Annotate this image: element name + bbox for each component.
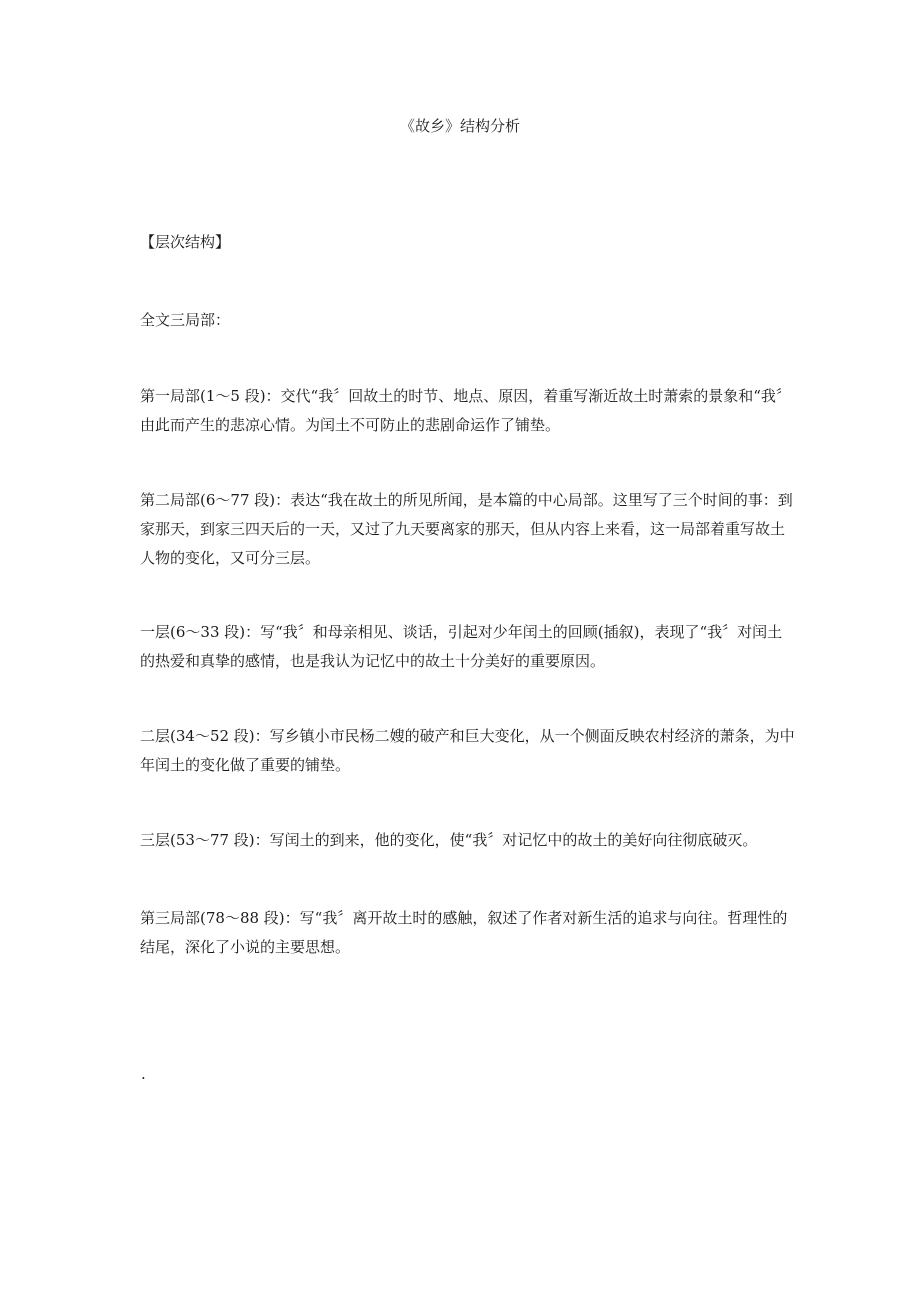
paragraph-part-one: 第一局部(1～5 段)：交代“我〞回故土的时节、地点、原因，着重写渐近故土时萧索的景象和“我〞由此而产生的悲凉心情。为闰土不可防止的悲剧命运作了铺垫。 [140, 387, 791, 434]
paragraph-layer-two: 二层(34～52 段)：写乡镇小市民杨二嫂的破产和巨大变化，从一个侧面反映农村经济的萧条，为中年闰土的变化做了重要的铺垫。 [140, 727, 795, 774]
document-title: 《故乡》结构分析 [399, 117, 520, 135]
paragraph-part-three: 第三局部(78～88 段)：写“我〞离开故土时的感触，叙述了作者对新生活的追求与向往。哲理性的结尾，深化了小说的主要思想。 [140, 909, 788, 956]
section-heading: 【层次结构】 [140, 233, 231, 251]
intro-paragraph: 全文三局部： [140, 311, 231, 329]
paragraph-layer-one: 一层(6～33 段)：写“我〞和母亲相见、谈话，引起对少年闰土的回顾(插叙)，表现了“我〞对闰土的热爱和真挚的感情，也是我认为记忆中的故土十分美好的重要原因。 [140, 623, 783, 670]
paragraph-part-two: 第二局部(6～77 段)：表达“我在故土的所见所闻，是本篇的中心局部。这里写了三个时间的事：到家那天，到家三四天后的一天，又过了九天要离家的那天，但从内容上来看，这一局部着重写故土人物的变化，又可分三层。 [140, 491, 793, 567]
paragraph-layer-three: 三层(53～77 段)：写闰土的到来，他的变化，使“我〞对记忆中的故土的美好向往彻底破灭。 [140, 831, 758, 849]
end-mark: . [141, 1065, 146, 1083]
